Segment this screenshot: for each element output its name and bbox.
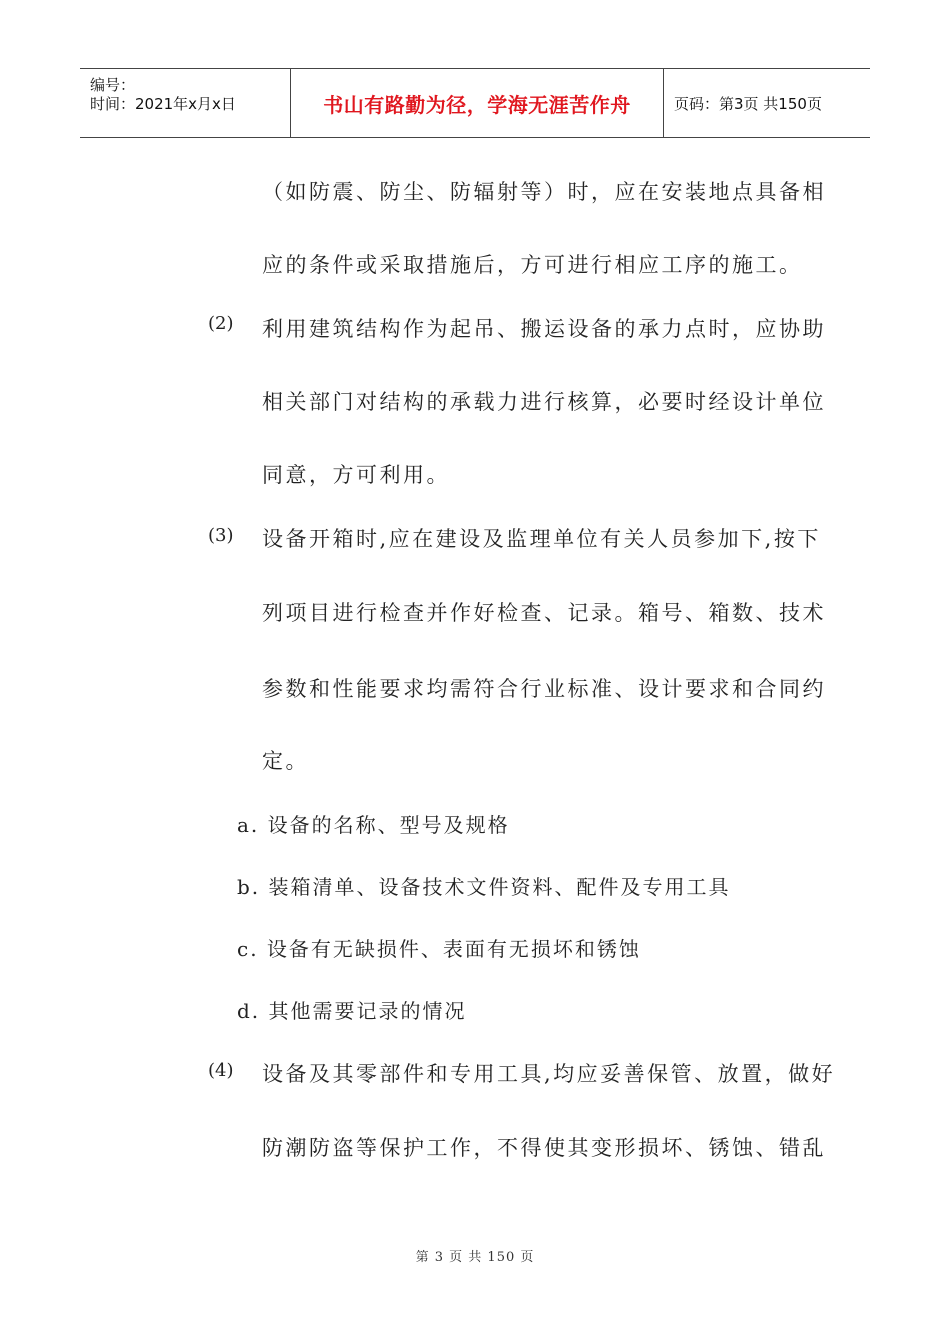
sub-item: a. 设备的名称、型号及规格 [237,813,510,837]
sub-item: b. 装箱清单、设备技术文件资料、配件及专用工具 [237,875,731,899]
item-number: (2) [208,313,234,334]
body-line: （如防震、防尘、防辐射等）时，应在安装地点具备相 [262,180,826,204]
sub-item: c. 设备有无缺损件、表面有无损坏和锈蚀 [237,937,641,961]
body-line: 应的条件或采取措施后，方可进行相应工序的施工。 [262,253,803,277]
item-number: (3) [208,525,234,546]
page-footer: 第 3 页 共 150 页 [415,1250,535,1265]
body-line: 设备及其零部件和专用工具,均应妥善保管、放置，做好 [262,1062,836,1086]
body-line: 定。 [262,749,309,773]
sub-item: d. 其他需要记录的情况 [237,999,467,1023]
body-line: 同意，方可利用。 [262,463,450,487]
number-label: 编号： [90,76,136,94]
body-line: 列项目进行检查并作好检查、记录。箱号、箱数、技术 [262,601,826,625]
body-line: 设备开箱时,应在建设及监理单位有关人员参加下,按下 [262,527,821,551]
date-label: 时间：2021年x月x日 [90,95,236,113]
body-line: 参数和性能要求均需符合行业标准、设计要求和合同约 [262,677,826,701]
item-number: (4) [208,1060,234,1081]
body-line: 防潮防盗等保护工作，不得使其变形损坏、锈蚀、错乱 [262,1136,826,1160]
header-motto: 书山有路勤为径，学海无涯苦作舟 [291,69,664,137]
header-page-info: 页码：第3页 共150页 [674,94,822,113]
header-meta [80,69,291,137]
body-line: 利用建筑结构作为起吊、搬运设备的承力点时，应协助 [262,317,826,341]
body-line: 相关部门对结构的承载力进行核算，必要时经设计单位 [262,390,826,414]
page-header [80,68,870,138]
